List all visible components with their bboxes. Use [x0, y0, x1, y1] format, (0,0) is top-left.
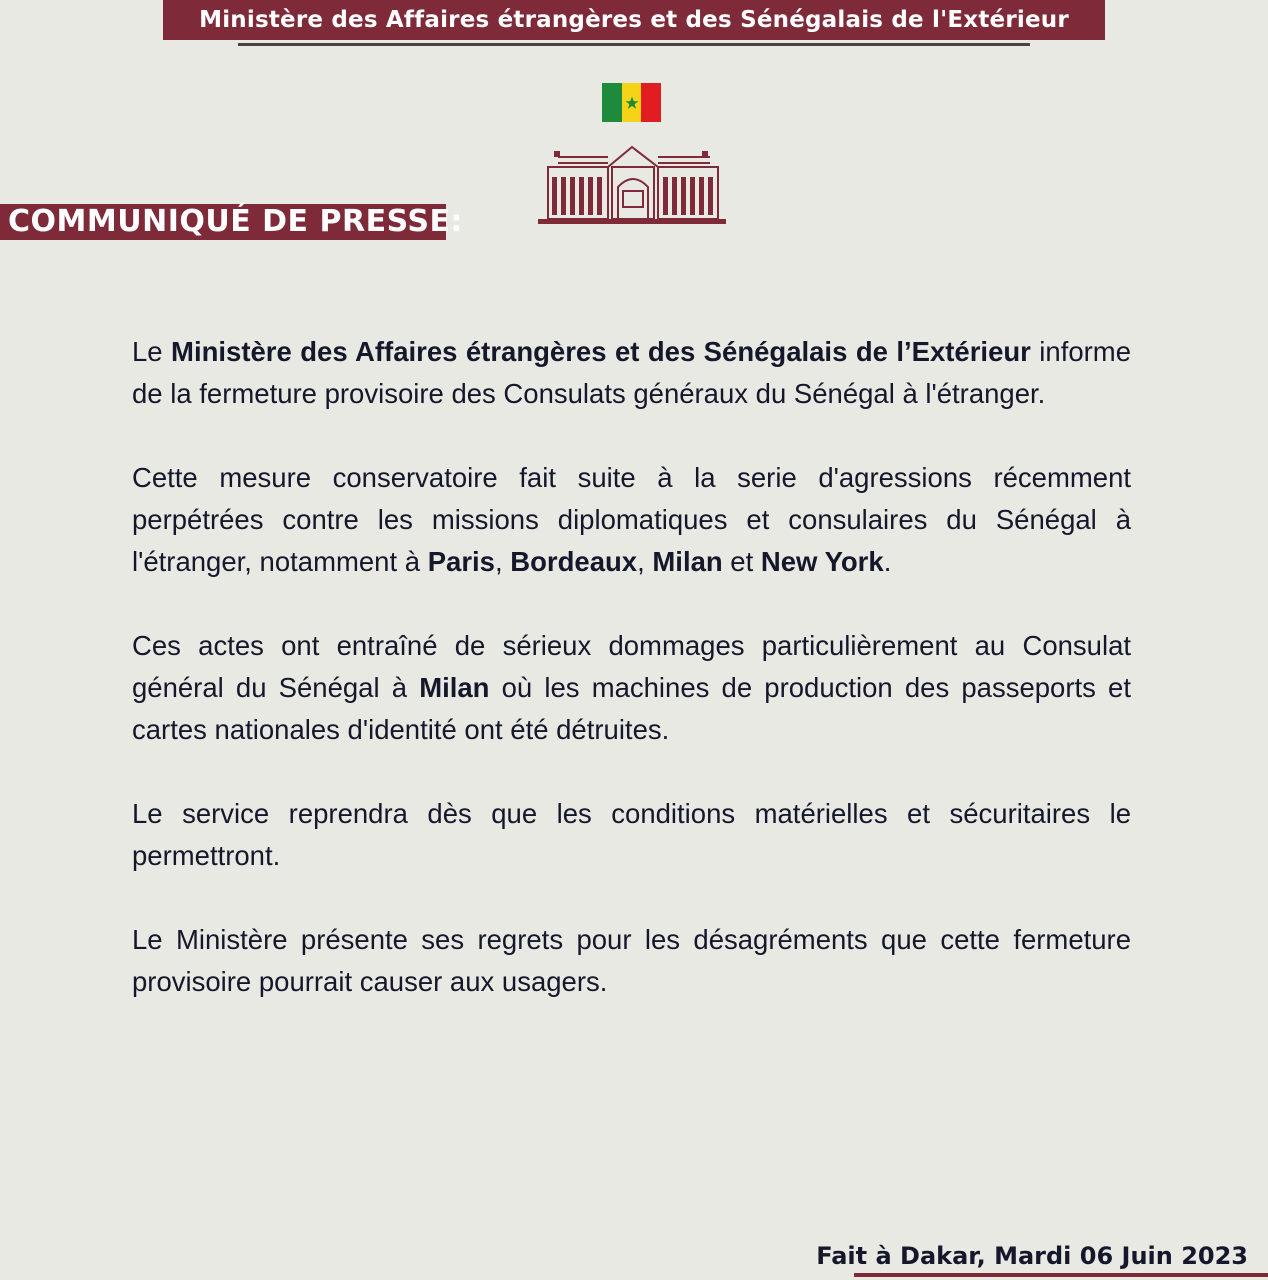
paragraph-1: Le Ministère des Affaires étrangères et des Sénégalais de l’Extérieur informe de la fermeture provisoire des Consulats généraux du Sénégal à l'étranger. [132, 336, 1132, 409]
senegal-flag-icon [602, 83, 661, 122]
city-paris: Paris [427, 546, 495, 577]
press-release-body [132, 331, 1131, 1045]
city-milan: Milan [652, 546, 723, 577]
paragraph-3: Ces actes ont entraîné de sérieux dommages particulièrement au Consulat général du Sénégal à Milan où les machines de production des passeports et cartes nationales d'identité ont été détruites. [132, 630, 1131, 745]
flag-red-band [641, 83, 661, 122]
flag-star-icon [622, 83, 642, 122]
paragraph-4: Le service reprendra dès que les conditions matérielles et sécuritaires le permettront. [132, 798, 1131, 871]
city-new-york: New York [760, 546, 884, 577]
city-milan: Milan [419, 672, 490, 703]
flag-yellow-band [622, 83, 642, 122]
ministry-header-banner: Ministère des Affaires étrangères et des Sénégalais de l'Extérieur [163, 0, 1105, 40]
city-bordeaux: Bordeaux [510, 546, 638, 577]
header-divider [238, 43, 1030, 46]
paragraph-2: Cette mesure conservatoire fait suite à la serie d'agressions récemment perpétrées contre les missions diplomatiques et consulaires du Sénégal à l'étranger, notamment à Paris, Bordeaux, Milan et New York. [132, 462, 1131, 577]
ministry-building-icon [536, 143, 728, 225]
paragraph-5: Le Ministère présente ses regrets pour les désagréments que cette fermeture provisoire pourrait causer aux usagers. [132, 924, 1131, 997]
press-release-title: COMMUNIQUÉ DE PRESSE: [0, 204, 446, 240]
footer-underline [854, 1273, 1268, 1277]
date-signature: Fait à Dakar, Mardi 06 Juin 2023 [816, 1242, 1248, 1270]
flag-green-band [602, 83, 622, 122]
